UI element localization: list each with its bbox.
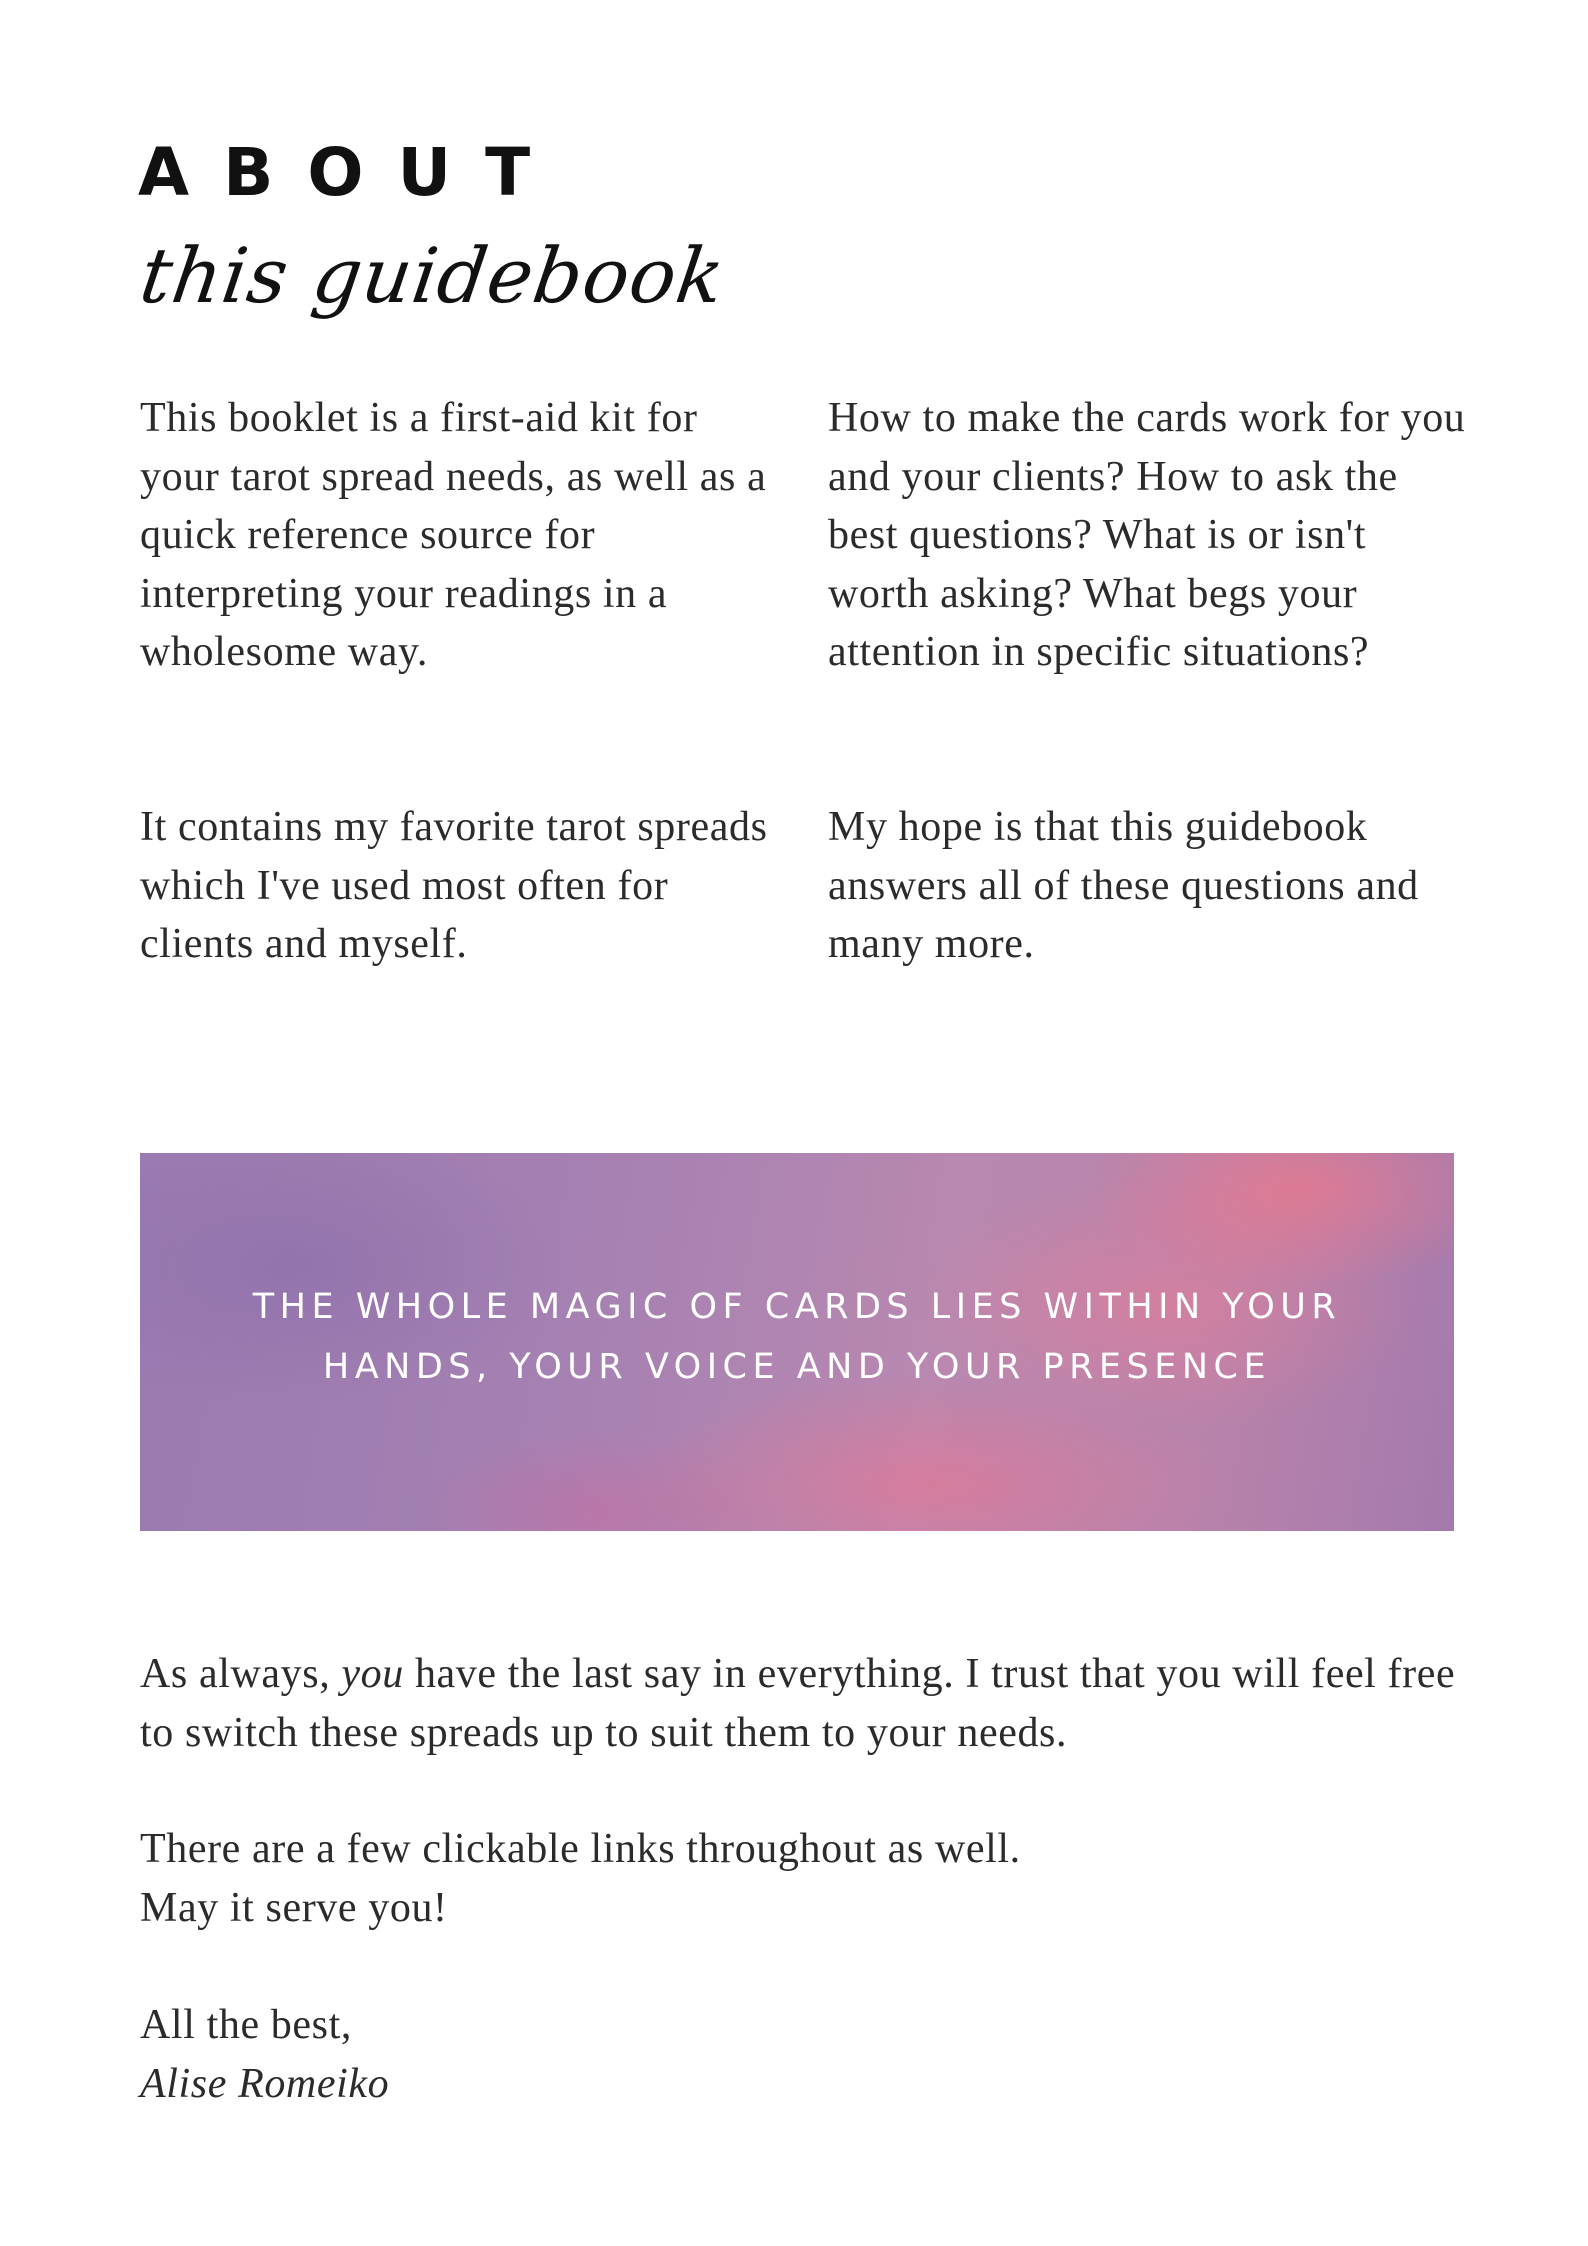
closing-paragraph-1 bbox=[140, 1645, 1460, 1762]
links-note: There are a few clickable links throughout as well. bbox=[140, 1826, 1021, 1872]
intro-paragraph-left-1: This booklet is a first-aid kit for your tarot spread needs, as well as a quick reference source for interpreting your readings in a wholesome way. bbox=[140, 395, 767, 675]
closing-paragraph-2 bbox=[140, 1820, 1460, 1937]
intro-paragraph-right-1: How to make the cards work for you and your clients? How to ask the best questions? What is or isn't worth asking? What begs your attention in specific situations? bbox=[828, 395, 1466, 675]
blessing-line: May it serve you! bbox=[140, 1884, 448, 1931]
closing-text-after: have the last say in everything. I trust that you will feel free to switch these spreads up to suit them to your needs. bbox=[140, 1651, 1456, 1756]
signoff: All the best, bbox=[140, 2002, 352, 2048]
page-subtitle-script: this guidebook bbox=[135, 231, 731, 320]
signoff-block bbox=[140, 1996, 1460, 2113]
intro-paragraph-right-2: My hope is that this guidebook answers all of these questions and many more. bbox=[828, 804, 1419, 967]
quote-banner bbox=[140, 1153, 1454, 1531]
closing-text-before: As always, bbox=[140, 1651, 342, 1697]
intro-paragraph-left-2: It contains my favorite tarot spreads which I've used most often for clients and myself. bbox=[140, 804, 768, 967]
banner-quote bbox=[140, 1277, 1454, 1397]
banner-quote-line-1: THE WHOLE MAGIC OF CARDS LIES WITHIN YOUR bbox=[252, 1287, 1342, 1327]
banner-quote-line-2: HANDS, YOUR VOICE AND YOUR PRESENCE bbox=[322, 1347, 1272, 1387]
author-signature: Alise Romeiko bbox=[140, 2060, 390, 2107]
page-title: ABOUT bbox=[138, 134, 565, 211]
closing-emphasis: you bbox=[341, 1651, 404, 1697]
